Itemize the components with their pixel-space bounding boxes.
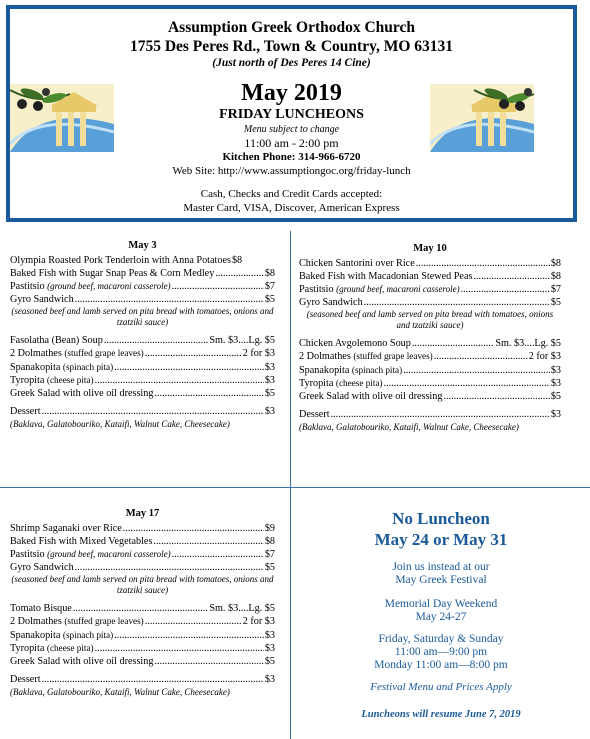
dessert-description: (Baklava, Galatobouriko, Kataifi, Walnut Cake, Cheesecake) xyxy=(10,687,230,698)
menu-item: Baked Fish with Sugar Snap Peas & Corn Medley ..... $8 xyxy=(10,268,275,280)
menu-item: Shrimp Saganaki over Rice ..... $9 xyxy=(10,523,275,535)
menu-may-10 xyxy=(299,243,561,434)
menu-item: Pastitsio (ground beef, macaroni casserole) ..... $7 xyxy=(10,548,275,561)
no-luncheon-dates: May 24 or May 31 xyxy=(374,530,508,549)
menu-note: Menu subject to change xyxy=(243,124,340,135)
side-item: Greek Salad with olive oil dressing ..... $5 xyxy=(10,656,275,668)
side-item: Spanakopita (spinach pita) ..... $3 xyxy=(299,364,561,377)
memorial-weekend: Memorial Day Weekend xyxy=(384,598,498,610)
side-item: Spanakopita (spinach pita) ..... $3 xyxy=(10,629,275,642)
monday-hours: Monday 11:00 am—8:00 pm xyxy=(374,659,508,671)
month-title: May 2019 xyxy=(241,80,342,106)
festival-hours: 11:00 am—9:00 pm xyxy=(394,646,488,658)
dessert-item: Dessert ..... $3 xyxy=(10,674,275,686)
menu-date: May 17 xyxy=(125,508,160,519)
menu-item: Pastitsio (ground beef, macaroni casserole) ..... $7 xyxy=(10,280,275,293)
dessert-item: Dessert ..... $3 xyxy=(10,406,275,418)
payment-line-2: Master Card, VISA, Discover, American Express xyxy=(183,202,400,214)
side-item: Greek Salad with olive oil dressing ..... $5 xyxy=(10,388,275,400)
payment-line-1: Cash, Checks and Credit Cards accepted: xyxy=(200,188,383,200)
menu-item: Baked Fish with Macadonian Stewed Peas ..... $8 xyxy=(299,271,561,283)
menu-may-3 xyxy=(10,240,275,431)
row-divider xyxy=(0,487,590,488)
menu-item: Gyro Sandwich ..... $5 xyxy=(10,562,275,574)
menu-may-17 xyxy=(10,508,275,699)
no-luncheon-notice xyxy=(296,508,586,721)
greek-column-image-right xyxy=(430,84,534,152)
menu-item: Olympia Roasted Pork Tenderloin with Anna Potatoes $8 xyxy=(10,255,243,267)
menu-item: Chicken Santorini over Rice ..... $8 xyxy=(299,258,561,270)
directions-note: (Just north of Des Peres 14 Cine) xyxy=(212,57,371,69)
gyro-description: (seasoned beef and lamb served on pita bread with tomatoes, onions and tzatziki sauce) xyxy=(306,309,554,331)
menu-date: May 3 xyxy=(128,240,157,251)
side-item: 2 Dolmathes (stuffed grape leaves) ..... 2 for $3 xyxy=(10,347,275,360)
side-item: Spanakopita (spinach pita) ..... $3 xyxy=(10,361,275,374)
menu-item: Gyro Sandwich ..... $5 xyxy=(10,294,275,306)
side-item: Tyropita (cheese pita) ..... $3 xyxy=(10,642,275,655)
no-luncheon-heading: No Luncheon xyxy=(392,509,490,528)
luncheons-title: FRIDAY LUNCHEONS xyxy=(219,107,364,122)
festival-prices-note: Festival Menu and Prices Apply xyxy=(370,681,512,693)
side-item: Tyropita (cheese pita) ..... $3 xyxy=(299,377,561,390)
soup-item: Chicken Avgolemono Soup ..... Sm. $3....Lg. $5 xyxy=(299,338,561,350)
kitchen-phone: Kitchen Phone: 314-966-6720 xyxy=(222,151,361,163)
greek-column-image-left xyxy=(10,84,114,152)
church-address: 1755 Des Peres Rd., Town & Country, MO 63131 xyxy=(129,38,454,55)
menu-item: Baked Fish with Mixed Vegetables ..... $8 xyxy=(10,536,275,548)
menu-item: Gyro Sandwich ..... $5 xyxy=(299,297,561,309)
soup-item: Fasolatha (Bean) Soup ..... Sm. $3....Lg. $5 xyxy=(10,335,275,347)
soup-item: Tomato Bisque ..... Sm. $3....Lg. $5 xyxy=(10,603,275,615)
side-item: Greek Salad with olive oil dressing ..... $5 xyxy=(299,391,561,403)
resume-note: Luncheons will resume June 7, 2019 xyxy=(361,709,521,720)
gyro-description: (seasoned beef and lamb served on pita bread with tomatoes, onions and tzatziki sauce) xyxy=(11,574,274,596)
dessert-description: (Baklava, Galatobouriko, Kataifi, Walnut Cake, Cheesecake) xyxy=(299,422,519,433)
gyro-description: (seasoned beef and lamb served on pita bread with tomatoes, onions and tzatziki sauce) xyxy=(11,306,274,328)
side-item: 2 Dolmathes (stuffed grape leaves) ..... 2 for $3 xyxy=(299,350,561,363)
festival-invite: Join us instead at our xyxy=(392,561,490,573)
menu-item: Pastitsio (ground beef, macaroni casserole) ..... $7 xyxy=(299,283,561,296)
church-name: Assumption Greek Orthodox Church xyxy=(167,19,416,36)
side-item: Tyropita (cheese pita) ..... $3 xyxy=(10,374,275,387)
menu-date: May 10 xyxy=(413,243,447,254)
hours: 11:00 am - 2:00 pm xyxy=(244,136,339,150)
side-item: 2 Dolmathes (stuffed grape leaves) ..... 2 for $3 xyxy=(10,615,275,628)
festival-dates: May 24-27 xyxy=(415,611,467,623)
column-divider xyxy=(290,231,291,739)
dessert-item: Dessert ..... $3 xyxy=(299,409,561,421)
festival-days: Friday, Saturday & Sunday xyxy=(378,633,504,645)
dessert-description: (Baklava, Galatobouriko, Kataifi, Walnut Cake, Cheesecake) xyxy=(10,419,230,430)
festival-name: May Greek Festival xyxy=(395,574,487,586)
website: Web Site: http://www.assumptiongoc.org/friday-lunch xyxy=(172,165,411,177)
